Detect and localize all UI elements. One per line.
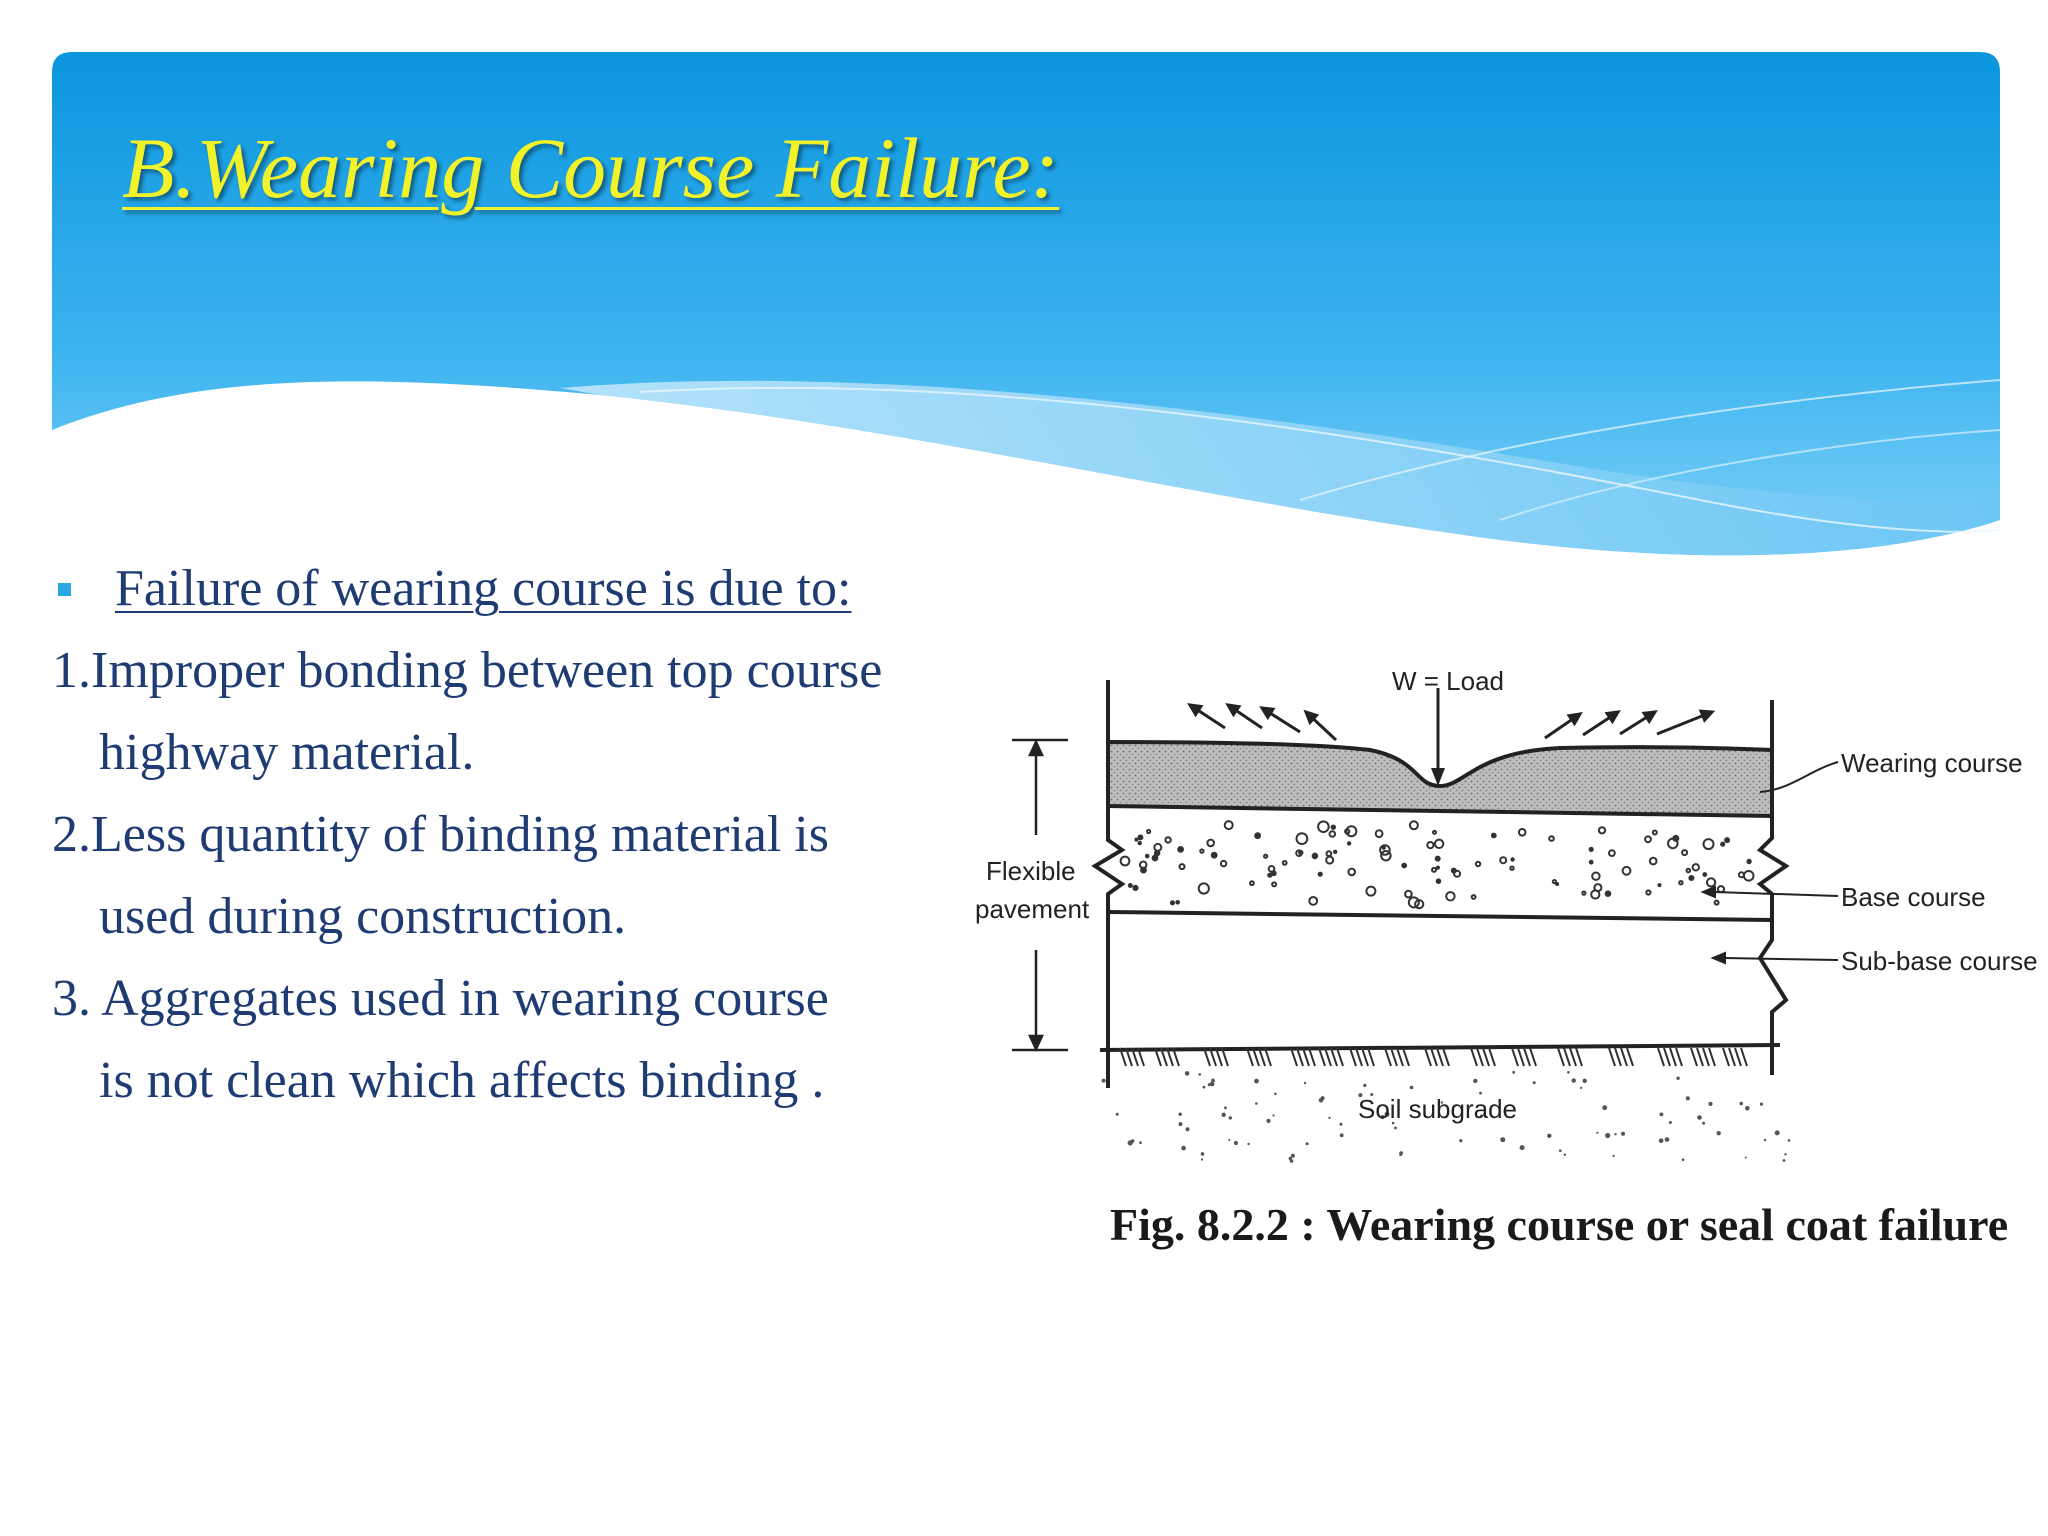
point-2-line-2: used during construction. — [99, 888, 627, 945]
figure-caption: Fig. 8.2.2 : Wearing course or seal coat failure — [1110, 1199, 2009, 1250]
load-arrow — [1431, 688, 1445, 786]
load-label: W = Load — [1392, 666, 1505, 696]
point-3-line-1: 3. Aggregates used in wearing course — [52, 970, 829, 1027]
point-3-line-2: is not clean which affects binding . — [99, 1052, 825, 1109]
spray-arrows — [1190, 705, 1712, 740]
failure-causes-list — [52, 548, 962, 1138]
header-wave-background — [0, 0, 2048, 600]
soil-subgrade-label: Soil subgrade — [1358, 1094, 1517, 1124]
wearing-course-label: Wearing course — [1841, 748, 2023, 778]
sub-base-course-layer — [1100, 1045, 1780, 1066]
sub-base-course-label: Sub-base course — [1841, 946, 2038, 976]
base-course-label: Base course — [1841, 882, 1986, 912]
flexible-label: Flexible — [986, 856, 1076, 886]
intro-line — [52, 548, 962, 630]
slide-title: B.Wearing Course Failure: — [122, 120, 1060, 216]
base-course-layer — [1108, 806, 1772, 920]
intro-text: Failure of wearing course is due to: — [115, 560, 852, 617]
point-1-line-1: 1.Improper bonding between top course — [52, 642, 883, 699]
square-bullet-icon — [58, 583, 71, 596]
pavement-label: pavement — [975, 894, 1090, 924]
point-2-line-1: 2.Less quantity of binding material is — [52, 806, 829, 863]
point-1-line-2: highway material. — [99, 724, 475, 781]
pavement-failure-figure — [960, 640, 2048, 1300]
